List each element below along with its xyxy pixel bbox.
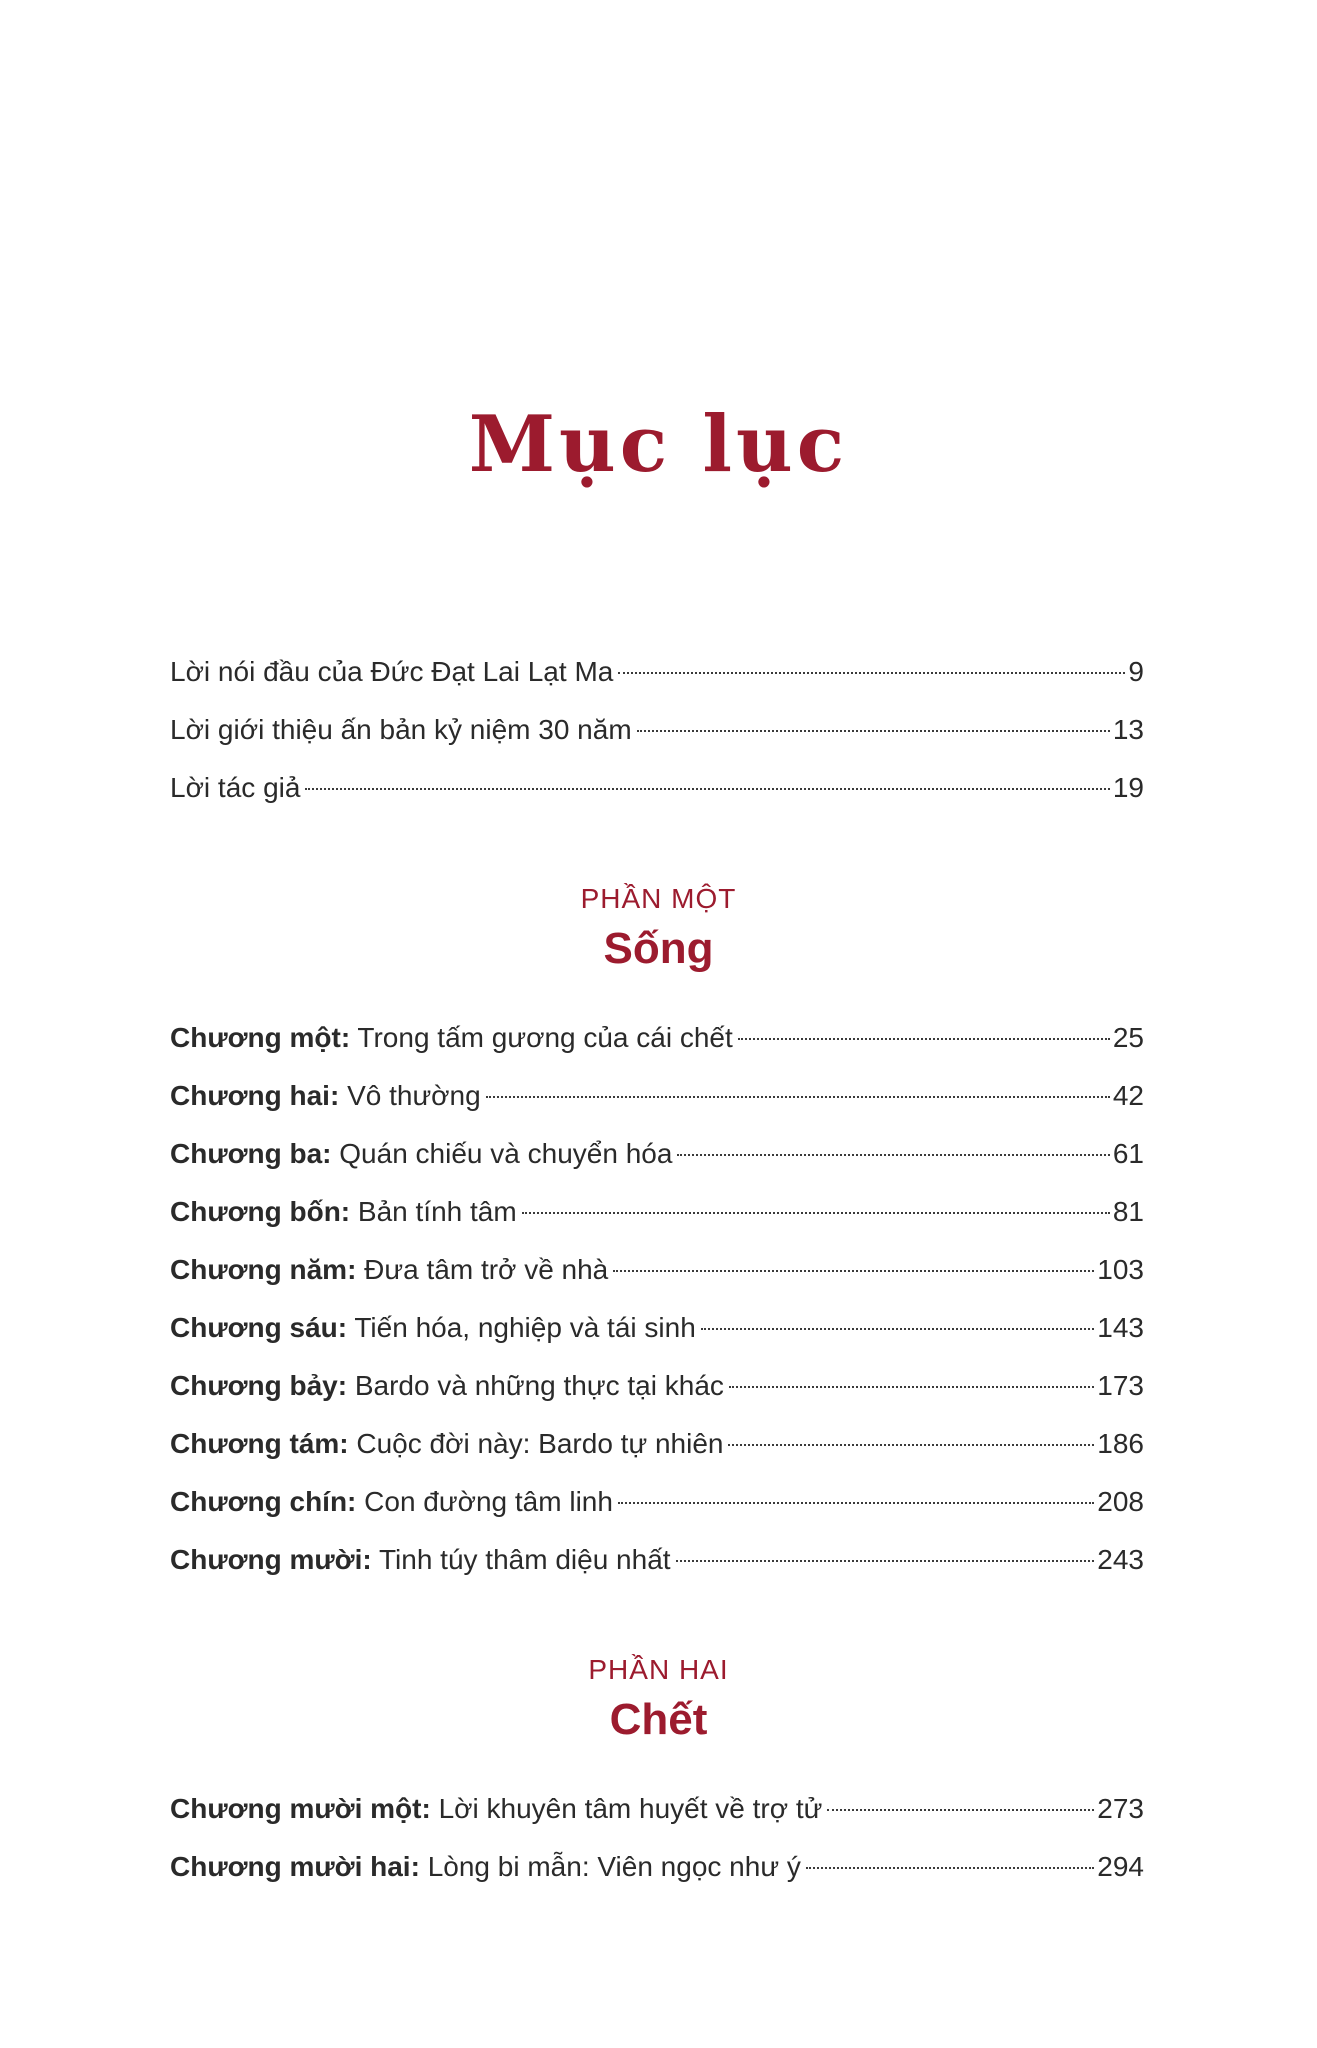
entry-title	[170, 1473, 613, 1531]
dot-leader	[305, 788, 1109, 790]
chapter-title: Tinh túy thâm diệu nhất	[378, 1544, 671, 1575]
page-number: 25	[1112, 1022, 1144, 1053]
page-number: 143	[1097, 1312, 1144, 1343]
entry-title: Lời tác giả	[170, 772, 301, 803]
toc-entry[interactable]	[170, 1838, 1144, 1896]
chapter-number: Chương bốn:	[170, 1196, 351, 1227]
dot-leader	[738, 1038, 1110, 1040]
toc-entry[interactable]	[170, 1009, 1144, 1067]
chapter-number: Chương ba:	[170, 1138, 332, 1169]
dot-leader	[827, 1809, 1094, 1811]
page-number: 173	[1097, 1370, 1144, 1401]
entry-title	[170, 1241, 608, 1299]
entry-title	[170, 1838, 801, 1896]
part-one-label: PHẦN MỘT	[580, 883, 737, 914]
chapter-title: Đưa tâm trở về nhà	[364, 1254, 609, 1285]
page-number: 13	[1112, 714, 1144, 745]
toc-entry[interactable]	[170, 1299, 1144, 1357]
dot-leader	[618, 1502, 1094, 1504]
chapter-title: Quán chiếu và chuyển hóa	[339, 1138, 673, 1169]
toc-entry[interactable]	[170, 1357, 1144, 1415]
chapter-title: Lòng bi mẫn: Viên ngọc như ý	[427, 1851, 801, 1882]
chapter-title: Cuộc đời này: Bardo tự nhiên	[356, 1428, 724, 1459]
chapter-number: Chương mười hai:	[170, 1851, 420, 1882]
toc-entry[interactable]	[170, 1531, 1144, 1589]
chapter-number: Chương bảy:	[170, 1370, 348, 1401]
chapter-number: Chương hai:	[170, 1080, 340, 1111]
entry-title	[170, 1780, 822, 1838]
chapter-title: Trong tấm gương của cái chết	[357, 1022, 733, 1053]
toc-entry[interactable]	[170, 1241, 1144, 1299]
dot-leader	[806, 1867, 1094, 1869]
page-number: 42	[1112, 1080, 1144, 1111]
entry-title	[170, 1415, 723, 1473]
chapter-number: Chương năm:	[170, 1254, 357, 1285]
part-two-chapter-list	[170, 1780, 1144, 1896]
toc-entry[interactable]	[170, 1473, 1144, 1531]
page-title: Mục lục	[468, 399, 849, 490]
chapter-title: Lời khuyên tâm huyết về trợ tử	[438, 1793, 823, 1824]
dot-leader	[522, 1212, 1110, 1214]
toc-entry[interactable]	[170, 1415, 1144, 1473]
part-one-chapter-list	[170, 1009, 1144, 1589]
dot-leader	[637, 730, 1110, 732]
page-number: 186	[1097, 1428, 1144, 1459]
dot-leader	[677, 1154, 1109, 1156]
toc-entry[interactable]	[170, 1125, 1144, 1183]
entry-title	[170, 1125, 672, 1183]
page-number: 273	[1097, 1793, 1144, 1824]
chapter-title: Vô thường	[347, 1080, 481, 1111]
entry-title	[170, 1009, 733, 1067]
chapter-number: Chương sáu:	[170, 1312, 348, 1343]
toc-entry[interactable]	[170, 1183, 1144, 1241]
toc-entry[interactable]	[170, 759, 1144, 817]
part-one-title: Sống	[603, 924, 714, 973]
entry-title	[170, 1531, 671, 1589]
entry-title	[170, 1299, 696, 1357]
dot-leader	[701, 1328, 1095, 1330]
page-number: 9	[1128, 656, 1144, 687]
chapter-title: Bardo và những thực tại khác	[354, 1370, 724, 1401]
dot-leader	[486, 1096, 1110, 1098]
chapter-number: Chương mười một:	[170, 1793, 431, 1824]
dot-leader	[613, 1270, 1094, 1272]
dot-leader	[618, 672, 1125, 674]
page-number: 294	[1097, 1851, 1144, 1882]
chapter-number: Chương tám:	[170, 1428, 349, 1459]
chapter-title: Bản tính tâm	[357, 1196, 517, 1227]
toc-entry[interactable]	[170, 643, 1144, 701]
chapter-title: Con đường tâm linh	[364, 1486, 613, 1517]
page-number: 243	[1097, 1544, 1144, 1575]
entry-title	[170, 1183, 517, 1241]
page-number: 81	[1112, 1196, 1144, 1227]
part-two-label: PHẦN HAI	[588, 1654, 729, 1685]
page-number: 61	[1112, 1138, 1144, 1169]
toc-entry[interactable]	[170, 1067, 1144, 1125]
entry-title: Lời giới thiệu ấn bản kỷ niệm 30 năm	[170, 714, 632, 745]
chapter-title: Tiến hóa, nghiệp và tái sinh	[354, 1312, 696, 1343]
page-number: 19	[1112, 772, 1144, 803]
toc-entry[interactable]	[170, 1780, 1144, 1838]
dot-leader	[676, 1560, 1095, 1562]
page-number: 208	[1097, 1486, 1144, 1517]
page-number: 103	[1097, 1254, 1144, 1285]
entry-title: Lời nói đầu của Đức Đạt Lai Lạt Ma	[170, 656, 614, 687]
chapter-number: Chương một:	[170, 1022, 351, 1053]
part-two-title: Chết	[609, 1695, 708, 1744]
dot-leader	[728, 1444, 1094, 1446]
entry-title	[170, 1067, 481, 1125]
front-matter-list	[170, 643, 1144, 817]
entry-title	[170, 1357, 724, 1415]
chapter-number: Chương mười:	[170, 1544, 372, 1575]
chapter-number: Chương chín:	[170, 1486, 357, 1517]
dot-leader	[729, 1386, 1094, 1388]
toc-entry[interactable]	[170, 701, 1144, 759]
